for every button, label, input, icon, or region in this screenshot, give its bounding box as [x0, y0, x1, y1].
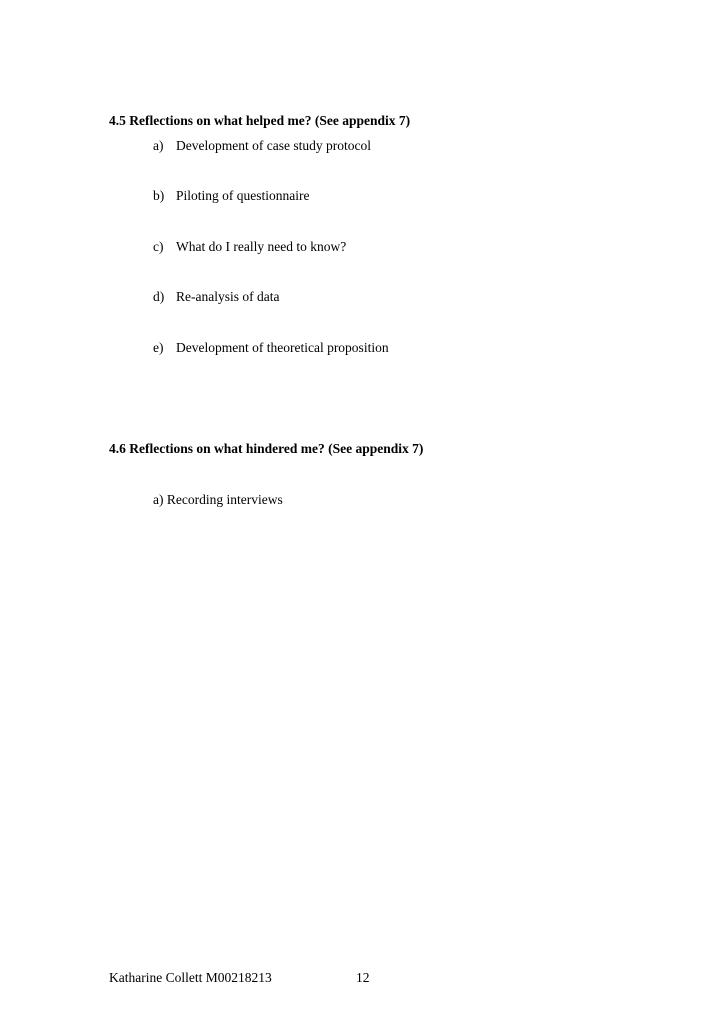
footer-author: Katharine Collett M00218213	[109, 970, 272, 985]
list-item-marker: a)	[153, 138, 164, 153]
list-item-text: Re-analysis of data	[176, 289, 280, 304]
list-item	[153, 492, 283, 508]
list-item-marker: d)	[153, 289, 165, 304]
section-4-5-heading: 4.5 Reflections on what helped me? (See appendix 7)	[109, 113, 411, 128]
list-item-text: What do I really need to know?	[176, 239, 347, 254]
list-item	[153, 340, 389, 356]
list-item-text: Development of case study protocol	[176, 138, 371, 153]
list-item-text: Development of theoretical proposition	[176, 340, 389, 355]
list-item-marker: e)	[153, 340, 164, 355]
list-item-marker: c)	[153, 239, 164, 254]
list-item-text: Piloting of questionnaire	[176, 188, 310, 203]
list-item	[153, 239, 346, 255]
list-item	[153, 188, 309, 204]
list-item-text: a) Recording interviews	[153, 492, 283, 507]
list-item	[153, 289, 279, 305]
page-number: 12	[356, 970, 370, 985]
list-item	[153, 138, 371, 154]
section-4-6-heading: 4.6 Reflections on what hindered me? (See appendix 7)	[109, 441, 424, 456]
list-item-marker: b)	[153, 188, 165, 203]
